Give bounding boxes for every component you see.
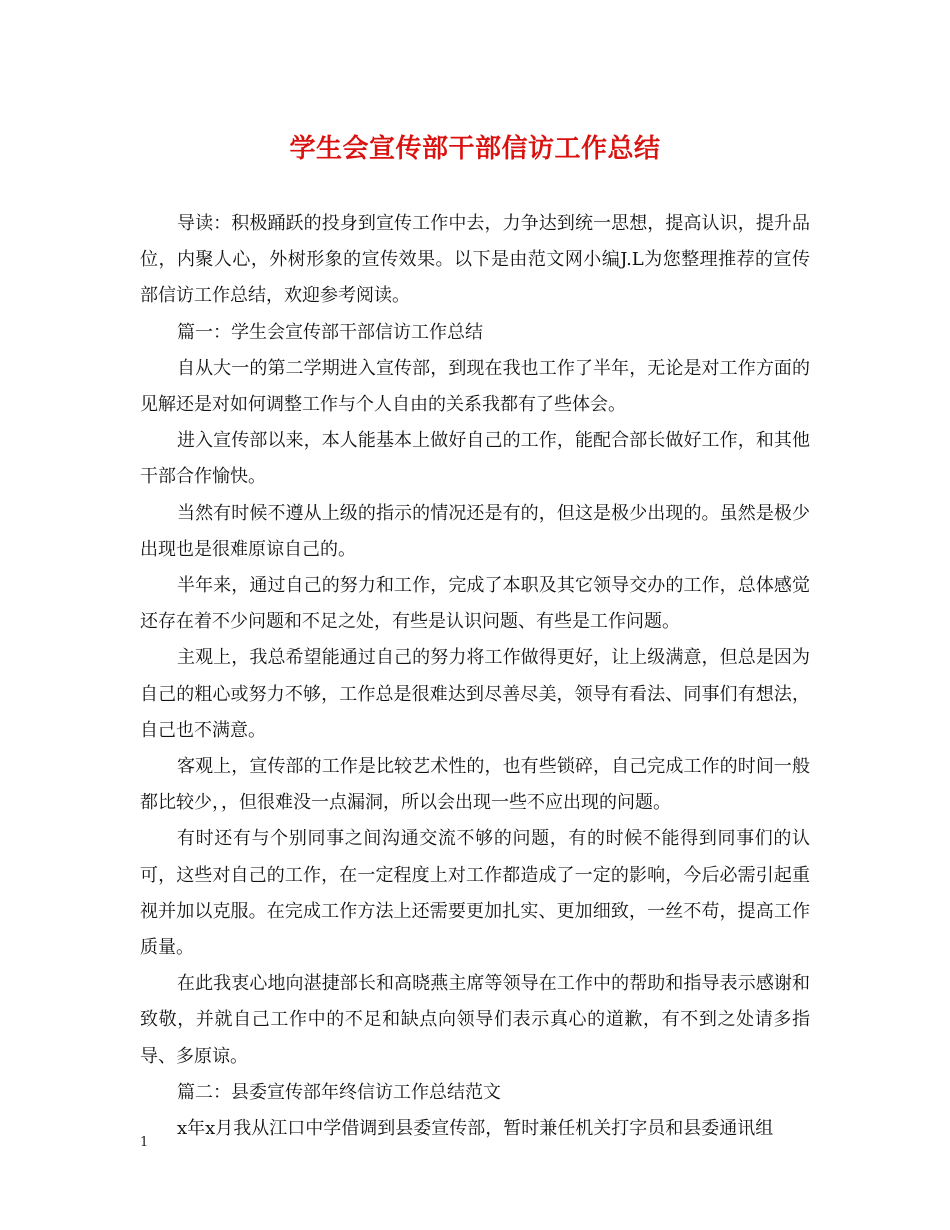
paragraph: 当然有时候不遵从上级的指示的情况还是有的，但这是极少出现的。虽然是极少出现也是很难原谅自己的。 <box>140 502 810 560</box>
paragraph: 在此我衷心地向湛捷部长和高晓燕主席等领导在工作中的帮助和指导表示感谢和致敬，并就自己工作中的不足和缺点向领导们表示真心的道歉，有不到之处请多指导、多原谅。 <box>140 973 810 1067</box>
paragraph: 有时还有与个别同事之间沟通交流不够的问题，有的时候不能得到同事们的认可，这些对自己的工作，在一定程度上对工作都造成了一定的影响，今后必需引起重视并加以克服。在完成工作方法上还需要更加扎实、更加细致，一丝不苟，提高工作质量。 <box>140 828 810 959</box>
document-title: 学生会宣传部干部信访工作总结 <box>289 134 661 164</box>
section-heading-1: 篇一：学生会宣传部干部信访工作总结 <box>177 321 483 343</box>
paragraph: 进入宣传部以来，本人能基本上做好自己的工作，能配合部长做好工作，和其他干部合作愉快。 <box>140 430 810 488</box>
paragraph: 半年来，通过自己的努力和工作，完成了本职及其它领导交办的工作，总体感觉还存在着不少问题和不足之处，有些是认识问题、有些是工作问题。 <box>140 575 810 633</box>
section-heading-2: 篇二：县委宣传部年终信访工作总结范文 <box>177 1081 501 1103</box>
paragraph: 自从大一的第二学期进入宣传部，到现在我也工作了半年，无论是对工作方面的见解还是对如何调整工作与个人自由的关系我都有了些体会。 <box>140 357 810 416</box>
paragraph: 客观上，宣传部的工作是比较艺术性的，也有些锁碎，自己完成工作的时间一般都比较少，，但很难没一点漏洞，所以会出现一些不应出现的问题。 <box>140 756 810 814</box>
paragraph: 主观上，我总希望能通过自己的努力将工作做得更好，让上级满意，但总是因为自己的粗心或努力不够，工作总是很难达到尽善尽美，领导有看法、同事们有想法，自己也不满意。 <box>140 647 810 741</box>
paragraph: x年x月我从江口中学借调到县委宣传部，暂时兼任机关打字员和县委通讯组 <box>177 1118 774 1140</box>
paragraph-intro: 导读：积极踊跃的投身到宣传工作中去，力争达到统一思想，提高认识，提升品位，内聚人心，外树形象的宣传效果。以下是由范文网小编J.L为您整理推荐的宣传部信访工作总结，欢迎参考阅读。 <box>140 213 810 307</box>
page-number: 1 <box>140 1135 149 1150</box>
document-body <box>140 206 810 1147</box>
